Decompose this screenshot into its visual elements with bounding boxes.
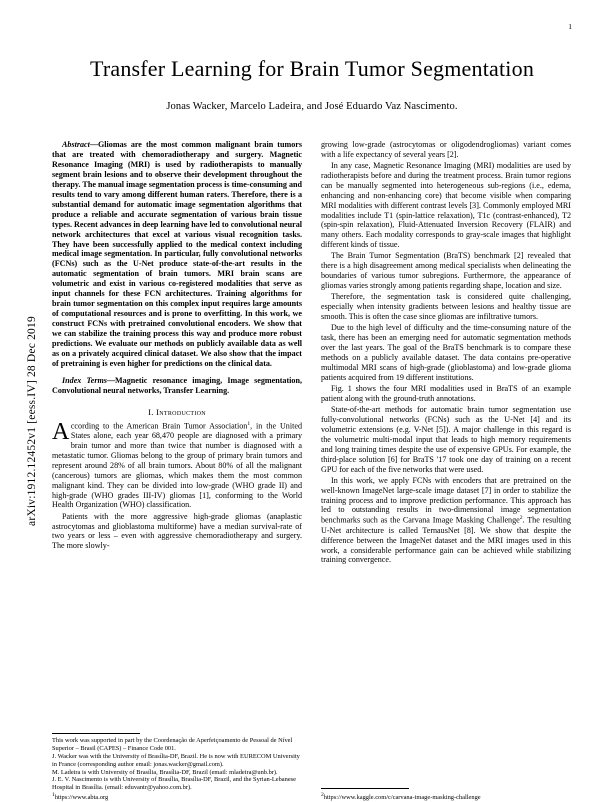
index-terms-text: —Magnetic resonance imaging, Image segmentation, Convolutional neural networks, Transfer Learning. bbox=[52, 375, 302, 395]
footnote-number-2: 2 bbox=[321, 792, 324, 799]
footnote-abta-url bbox=[52, 792, 302, 802]
drop-cap: A bbox=[52, 418, 70, 445]
left-column bbox=[52, 140, 302, 802]
footnote-marker-2: 2 bbox=[519, 515, 523, 522]
right-column bbox=[321, 140, 571, 802]
intro-first-rest: , in the United States alone, each year 68,470 people are diagnosed with a primary brain tumor and more than twice that number is diagnosed with a metastatic tumor. Gliomas belong to the group of primary brain tumors and represent around 28% of all brain tumors. About 80% of all the malignant (cancerous) tumors are gliomas, which makes them the most common malignant kind. They can be divided into low-grade (WHO grade II) and high-grade (WHO grades III-IV) gliomas [1], conforming to the World Health Organization (WHO) classification. bbox=[52, 421, 302, 510]
intro-first-clause: ccording to the American Brain Tumor Association bbox=[70, 421, 248, 431]
intro-paragraph-1 bbox=[52, 418, 302, 510]
right-paragraph-8-text: In this work, we apply FCNs with encoders that are pretrained on the well-known ImageNet large-scale image dataset [7] in order to stabilize the training process and to improve prediction performance. This approach has led to outstanding results in two-dimensional image segmentation benchmarks such as the Carvana Image Masking Challenge bbox=[321, 475, 571, 525]
right-paragraph-2: In any case, Magnetic Resonance Imaging (MRI) modalities are used by radiotherapists before and during the treatment process. Brain tumor regions can be manually segmented into heterogeneous sub-regions (i.e., edema, enhancing and non-enhancing core) that become visible when comparing MRI modalities with different contrast levels [3]. Commonly employed MRI modalities include T1 (spin-lattice relaxation), T1c (contrast-enhanced), T2 (spin-spin relaxation), Fluid-Attenuated Inversion Recovery (FLAIR) and many others. Each modality corresponds to gray-scale images that highlight different kinds of tissue. bbox=[321, 161, 571, 250]
abstract-lead: Abstract bbox=[62, 140, 90, 149]
arxiv-stamp: arXiv:1912.12452v1 [eess.IV] 28 Dec 2019 bbox=[26, 316, 38, 526]
abstract-text: —Gliomas are the most common malignant brain tumors that are treated with chemoradiotherapy and surgery. Magnetic Resonance Imaging (MRI) is used by radiotherapists to manually segment brain lesions and to observe their development throughout the therapy. The manual image segmentation process is time-consuming and results tend to vary among different human raters. Therefore, there is a substantial demand for automatic image segmentation algorithms that produce a reliable and accurate segmentation of various brain tissue types. Recent advances in deep learning have led to convolutional neural network architectures that excel at various visual recognition tasks. They have been successfully applied to the medical context including medical image segmentation. In particular, fully convolutional networks (FCNs) such as the U-Net produce state-of-the-art results in the automatic segmentation of brain tumors. MRI brain scans are volumetric and exist in various co-registered modalities that serve as input channels for these FCN architectures. Training algorithms for brain tumor segmentation on this complex input requires large amounts of computational resources and is prone to overfitting. In this work, we construct FCNs with pretrained convolutional encoders. We show that we can stabilize the training process this way and produce more robust predictions. We evaluate our methods on publicly available data as well as on a privately acquired clinical dataset. We also show that the impact of pretraining is even higher for predictions on the clinical data. bbox=[52, 140, 302, 368]
footnote-author-nascimento: J. E. V. Nascimento is with University of Brasília, Brasília-DF, Brazil, and the Syrian-Lebanese Hospital in Brasília. (email: eduvantr@yahoo.com.br). bbox=[52, 776, 296, 792]
right-paragraph-8 bbox=[321, 476, 571, 565]
footnote-author-ladeira: M. Ladeira is with University of Brasília, Brasília-DF, Brazil (email: mladeira@unb.br). bbox=[52, 768, 278, 776]
index-terms-block bbox=[52, 376, 302, 396]
footnote-kaggle-url bbox=[321, 792, 571, 802]
right-paragraph-4: Therefore, the segmentation task is considered quite challenging, especially when intensity gradients between lesions and healthy tissue are smooth. This is often the case since gliomas are infiltrative tumors. bbox=[321, 292, 571, 322]
left-footnotes bbox=[52, 725, 302, 802]
right-paragraph-3: The Brain Tumor Segmentation (BraTS) benchmark [2] revealed that there is a high disagreement among medical specialists when delineating the boundaries of various tumor subregions. Furthermore, the appearance of gliomas varies strongly among patients regarding shape, location and size. bbox=[321, 251, 571, 291]
right-paragraph-8-rest: . The resulting U-Net architecture is called TernausNet [8]. We show that despite the difference between the ImageNet dataset and the MRI images used in this work, a considerable performance gain can be achieved while stabilizing training convergence. bbox=[321, 515, 571, 565]
right-paragraph-1: growing low-grade (astrocytomas or oligodendrogliomas) variant comes with a life expectancy of several years [2]. bbox=[321, 140, 571, 159]
index-terms-lead: Index Terms bbox=[62, 375, 107, 385]
footnote-number-1: 1 bbox=[52, 792, 55, 799]
section-heading-introduction: I. Introduction bbox=[148, 406, 206, 417]
two-column-body bbox=[52, 140, 572, 802]
footnote-rule bbox=[52, 733, 140, 734]
footnote-marker-1: 1 bbox=[247, 420, 251, 427]
footnote-kaggle-url-text: https://www.kaggle.com/c/carvana-image-masking-challenge bbox=[323, 794, 481, 802]
footnote-rule-right bbox=[321, 788, 409, 789]
author-list: Jonas Wacker, Marcelo Ladeira, and José Eduardo Vaz Nascimento. bbox=[166, 101, 458, 112]
right-paragraph-6: Fig. 1 shows the four MRI modalities used in BraTS of an example patient along with the ground-truth annotations. bbox=[321, 384, 571, 403]
footnote-funding: This work was supported in part by the Coordenação de Aperfeiçoamento de Pessoal de Nível Superior – Brasil (CAPES) – Finance Code 001. bbox=[52, 737, 293, 753]
abstract-block bbox=[52, 140, 302, 369]
page-title: Transfer Learning for Brain Tumor Segmentation bbox=[89, 56, 535, 81]
right-paragraph-5: Due to the high level of difficulty and the time-consuming nature of the task, there has been an emerging need for automatic segmentation methods over the last years. The goal of the BraTS benchmark is to compare these methods on a publicly available dataset. The data contains pre-operative multimodal MRI scans of high-grade (glioblastoma) and low-grade glioma patients acquired from 19 different institutions. bbox=[321, 323, 571, 382]
footnote-author-wacker: J. Wacker was with the University of Brasília-DF, Brazil. He is now with EURECOM University in France (corresponding author email: jonas.wacker@gmail.com). bbox=[52, 753, 300, 768]
right-paragraph-7: State-of-the-art methods for automatic brain tumor segmentation use fully-convolutional networks (FCNs) such as the U-Net [4] and its volumetric extensions (e.g. V-Net [5]). A major challenge in this regard is the volumetric multi-modal input that leads to high memory requirements and long training times despite the use of expensive GPUs. For example, the third-place solution [6] for BraTS '17 took one day of training on a recent GPU for each of the five networks that were used. bbox=[321, 405, 571, 474]
footnote-abta-url-text: https://www.abta.org bbox=[54, 794, 109, 802]
intro-paragraph-2: Patients with the more aggressive high-grade gliomas (anaplastic astrocytomas and glioblastoma multiforme) have a median survival-rate of two years or less – even with aggressive chemoradiotherapy and surgery. The more slowly- bbox=[52, 511, 302, 551]
paper-content bbox=[52, 22, 572, 802]
page-number: 1 bbox=[568, 22, 572, 31]
right-footnotes bbox=[321, 780, 571, 802]
